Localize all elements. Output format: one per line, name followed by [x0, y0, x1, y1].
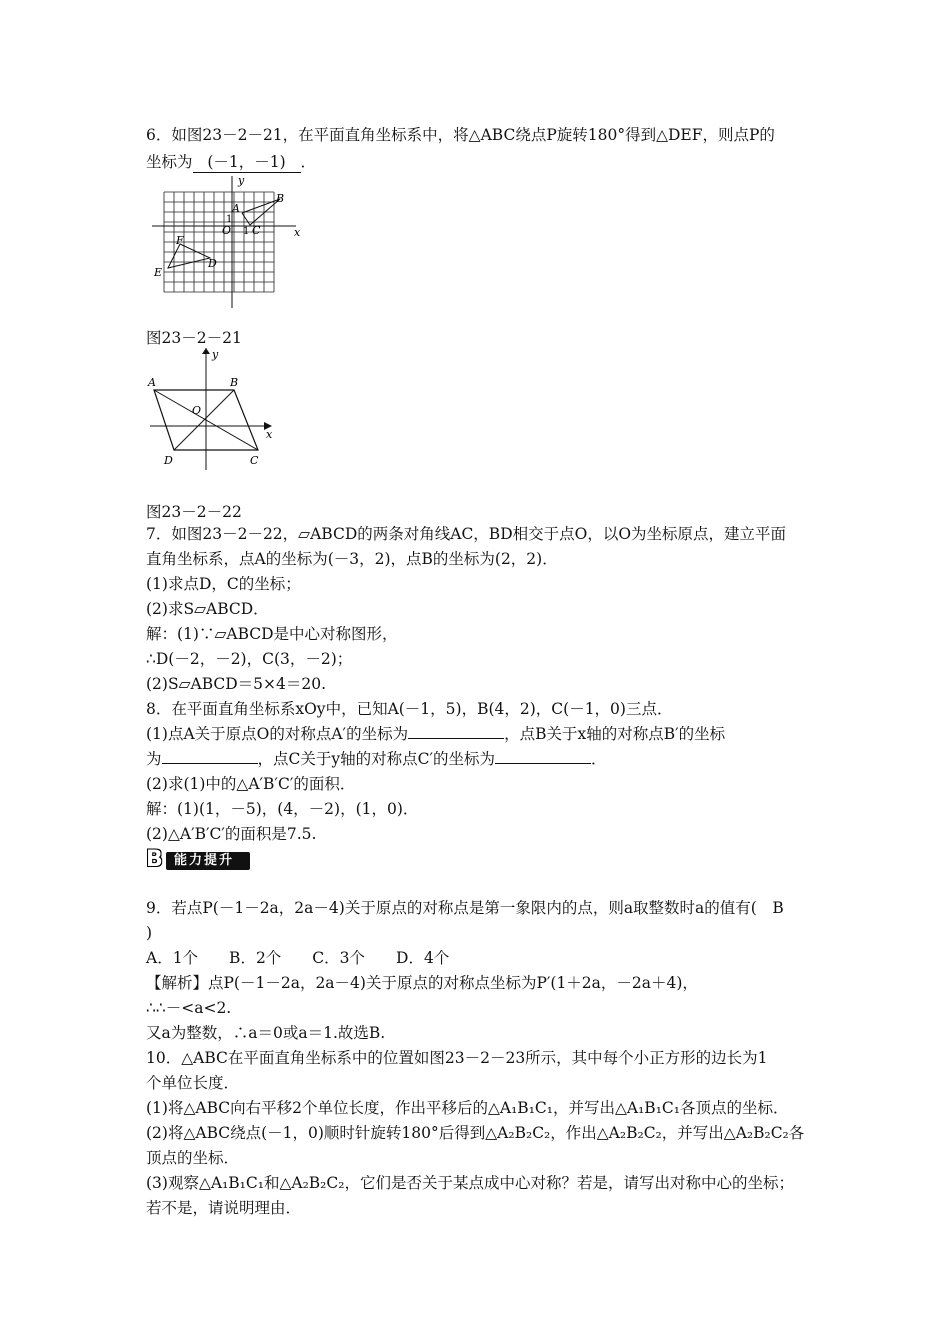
q9-line3: 【解析】点P(－1－2a，2a－4)关于原点的对称点坐标为P′(1＋2a，－2a＋4)，: [146, 974, 698, 992]
fig22-y-label: y: [212, 348, 219, 361]
fig21-y-label: y: [238, 174, 245, 187]
q9-line1: 9．若点P(－1－2a，2a－4)关于原点的对称点是第一象限内的点，则a取整数时a的值有( B: [146, 899, 784, 917]
fig22-a-label: A: [148, 376, 156, 389]
q10-line4: (2)将△ABC绕点(－1，0)顺时针旋转180°后得到△A₂B₂C₂，作出△A₂B₂C₂，并写出△A₂B₂C₂各: [146, 1124, 805, 1142]
q8-line2b: ，点B关于x轴的对称点B′的坐标: [504, 725, 726, 743]
q7-line1: 7．如图23－2－22，▱ABCD的两条对角线AC，BD相交于点O，以O为坐标原点，建立平面: [146, 525, 787, 543]
q6-prefix: 坐标为: [146, 153, 193, 171]
fig21-one-y: 1: [226, 214, 233, 225]
ability-badge: [146, 848, 250, 872]
q8-line5: 解：(1)(1，－5)，(4，－2)，(1，0)．: [146, 800, 419, 818]
q10-line5: 顶点的坐标．: [146, 1149, 240, 1167]
figure-23-2-21: [146, 172, 306, 312]
fig22-b-label: B: [230, 376, 239, 389]
fig21-b-label: B: [276, 192, 285, 205]
fig22-x-label: x: [266, 428, 273, 441]
q8-line4: (2)求(1)中的△A′B′C′的面积．: [146, 775, 356, 793]
fig21-f-label: F: [176, 234, 184, 247]
q8-blank-c: [495, 749, 591, 764]
q10-line1: 10．△ABC在平面直角坐标系中的位置如图23－2－23所示，其中每个小正方形的边长为1: [146, 1049, 768, 1067]
q10-line2: 个单位长度．: [146, 1074, 240, 1092]
fig22-y-arrow: [202, 348, 210, 354]
parallelogram-figure: [146, 346, 286, 472]
q8-blank-b: [162, 749, 258, 764]
q8-line3: [146, 749, 607, 769]
q8-line3b: ，点C关于y轴的对称点C′的坐标为: [257, 750, 496, 768]
q8-line1: 8．在平面直角坐标系xOy中，已知A(－1，5)，B(4，2)，C(－1，0)三点．: [146, 700, 673, 718]
q8-line6: (2)△A′B′C′的面积是7.5.: [146, 825, 317, 843]
fig21-o-label: O: [222, 224, 232, 237]
q6-suffix: ．: [300, 153, 317, 171]
q8-blank-a: [408, 724, 504, 739]
fig22-c-label: C: [250, 454, 259, 467]
q9-line4: ∴∴－<a<2.: [146, 999, 232, 1017]
fig21-a-label: A: [232, 202, 240, 215]
q8-line3c: ．: [591, 750, 607, 768]
q7-line7: (2)S▱ABCD＝5×4＝20.: [146, 675, 327, 693]
q9-line2: ): [146, 924, 153, 942]
q10-line6: (3)观察△A₁B₁C₁和△A₂B₂C₂，它们是否关于某点成中心对称？若是，请写出对称中心的坐标；: [146, 1174, 794, 1192]
q9-line5: 又a为整数，∴a＝0或a＝1.故选B.: [146, 1024, 386, 1042]
fig21-x-label: x: [294, 226, 301, 239]
q6-line1: 6．如图23－2－21，在平面直角坐标系中，将△ABC绕点P旋转180°得到△DEF，则点P的: [146, 126, 775, 144]
fig22-d-label: D: [164, 454, 173, 467]
q7-line3: (1)求点D，C的坐标；: [146, 575, 301, 593]
q10-line7: 若不是，请说明理由．: [146, 1199, 302, 1217]
q10-line3: (1)将△ABC向右平移2个单位长度，作出平移后的△A₁B₁C₁，并写出△A₁B₁C₁各顶点的坐标．: [146, 1099, 789, 1117]
badge-title: 能力提升: [174, 853, 235, 868]
q7-line6: ∴D(－2，－2)，C(3，－2)；: [146, 650, 353, 668]
q7-line4: (2)求S▱ABCD．: [146, 600, 269, 618]
badge-letter: B: [146, 847, 163, 872]
diagonal-bd: [174, 390, 234, 450]
grid-figure: [146, 172, 306, 312]
fig21-one-x: 1: [243, 226, 250, 237]
q7-line5: 解：(1)∵▱ABCD是中心对称图形，: [146, 625, 398, 643]
figure-23-2-22: [146, 346, 286, 472]
fig21-d-label: D: [208, 257, 217, 270]
fig21-e-label: E: [154, 266, 163, 279]
q8-line3a: 为: [146, 750, 162, 768]
q8-line2: [146, 724, 725, 744]
q6-line2: [146, 152, 316, 173]
fig22-o-label: O: [192, 404, 202, 417]
fig21-caption: 图23－2－21: [146, 329, 242, 347]
q7-line2: 直角坐标系，点A的坐标为(－3，2)，点B的坐标为(2，2)．: [146, 550, 558, 568]
q6-answer: (－1，－1): [193, 152, 301, 173]
fig21-c-label: C: [252, 224, 261, 237]
q8-line2a: (1)点A关于原点O的对称点A′的坐标为: [146, 725, 409, 743]
fig22-caption: 图23－2－22: [146, 503, 242, 521]
q9-options: A．1个 B．2个 C．3个 D．4个: [146, 949, 450, 967]
